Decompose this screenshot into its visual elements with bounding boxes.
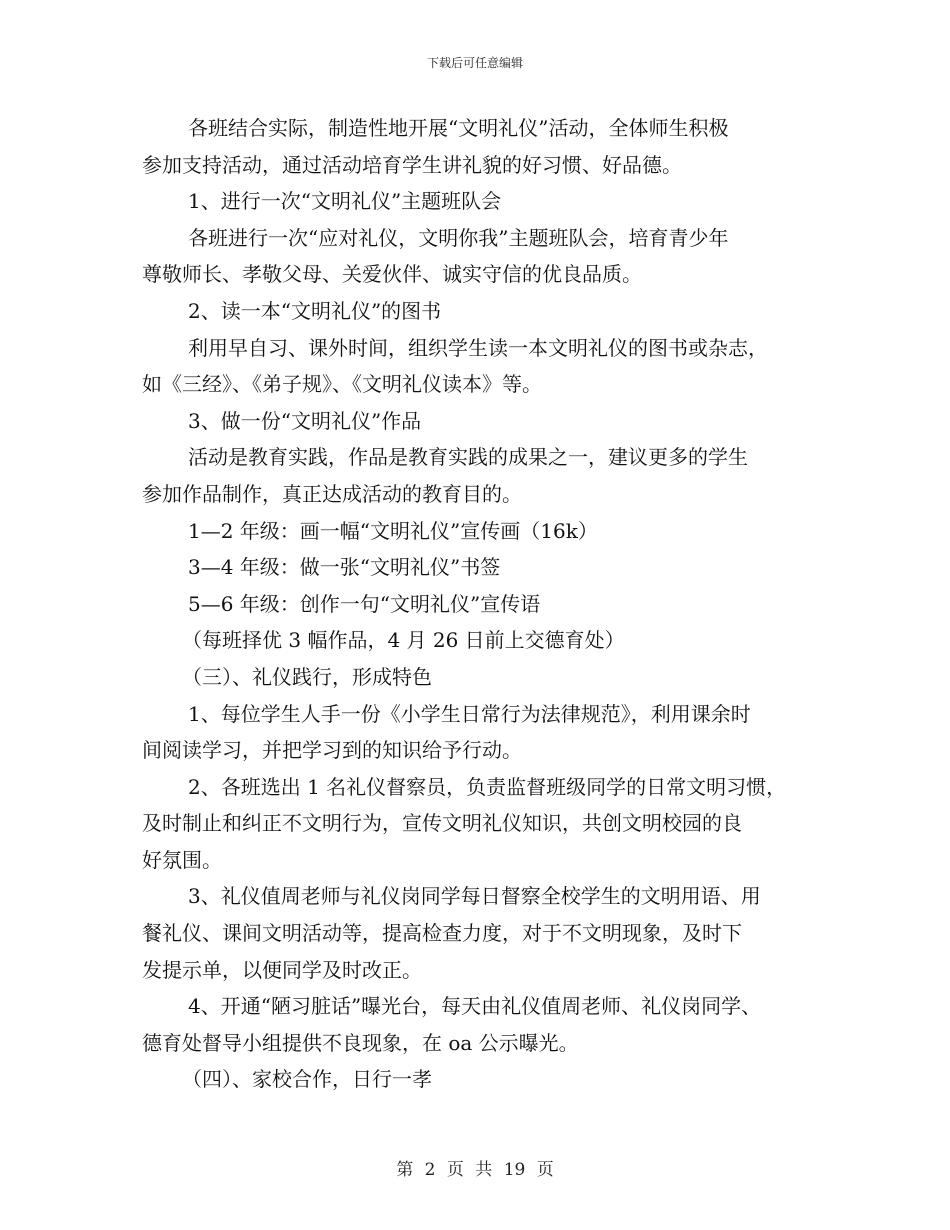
paragraph-line: 餐礼仪、课间文明活动等，提高检查力度，对于不文明现象，及时下 (142, 921, 742, 946)
paragraph-line: （三）、礼仪践行，形成特色 (182, 664, 432, 689)
page-header: 下载后可任意编辑 (426, 56, 523, 70)
page-footer: 第 2 页 共 19 页 (396, 1160, 554, 1180)
paragraph-line: 利用早自习、课外时间，组织学生读一本文明礼仪的图书或杂志， (188, 335, 768, 360)
paragraph-line: 1、进行一次“文明礼仪”主题班队会 (188, 189, 502, 214)
paragraph-line: 参加作品制作，真正达成活动的教育目的。 (142, 481, 522, 506)
paragraph-line: 德育处督导小组提供不良现象，在 oa 公示曝光。 (142, 1030, 579, 1055)
paragraph-line: 间阅读学习，并把学习到的知识给予行动。 (142, 738, 522, 763)
paragraph-line: 3、做一份“文明礼仪”作品 (188, 408, 422, 433)
paragraph-line: 1、每位学生人手一份《小学生日常行为法律规范》，利用课余时 (188, 701, 751, 726)
paragraph-line: 2、读一本“文明礼仪”的图书 (188, 298, 442, 323)
paragraph-line: 1—2 年级：画一幅“文明礼仪”宣传画（16k） (188, 518, 598, 543)
paragraph-line: 各班进行一次“应对礼仪，文明你我”主题班队会，培育青少年 (188, 225, 729, 250)
paragraph-line: 4、开通“陋习脏话”曝光台，每天由礼仪值周老师、礼仪岗同学、 (188, 994, 762, 1019)
paragraph-line: 如《三经》、《弟子规》、《文明礼仪读本》等。 (142, 372, 542, 397)
paragraph-line: 活动是教育实践，作品是教育实践的成果之一，建议更多的学生 (188, 445, 748, 470)
paragraph-line: 及时制止和纠正不文明行为，宣传文明礼仪知识，共创文明校园的良 (142, 811, 742, 836)
paragraph-line: （四）、家校合作，日行一孝 (182, 1067, 432, 1092)
paragraph-line: 2、各班选出 1 名礼仪督察员，负责监督班级同学的日常文明习惯， (188, 774, 787, 799)
paragraph-line: 5—6 年级：创作一句“文明礼仪”宣传语 (188, 591, 541, 616)
paragraph-line: （每班择优 3 幅作品，4 月 26 日前上交德育处） (182, 628, 625, 653)
paragraph-line: 发提示单，以便同学及时改正。 (142, 957, 422, 982)
paragraph-line: 3、礼仪值周老师与礼仪岗同学每日督察全校学生的文明用语、用 (188, 884, 761, 909)
paragraph-line: 尊敬师长、孝敬父母、关爱伙伴、诚实守信的优良品质。 (142, 262, 642, 287)
paragraph-line: 3—4 年级：做一张“文明礼仪”书签 (188, 555, 501, 580)
document-body (142, 110, 832, 1098)
paragraph-line: 各班结合实际，制造性地开展“文明礼仪”活动，全体师生积极 (188, 116, 729, 140)
paragraph-line: 好氛围。 (142, 847, 222, 872)
paragraph-line: 参加支持活动，通过活动培育学生讲礼貌的好习惯、好品德。 (142, 152, 682, 177)
